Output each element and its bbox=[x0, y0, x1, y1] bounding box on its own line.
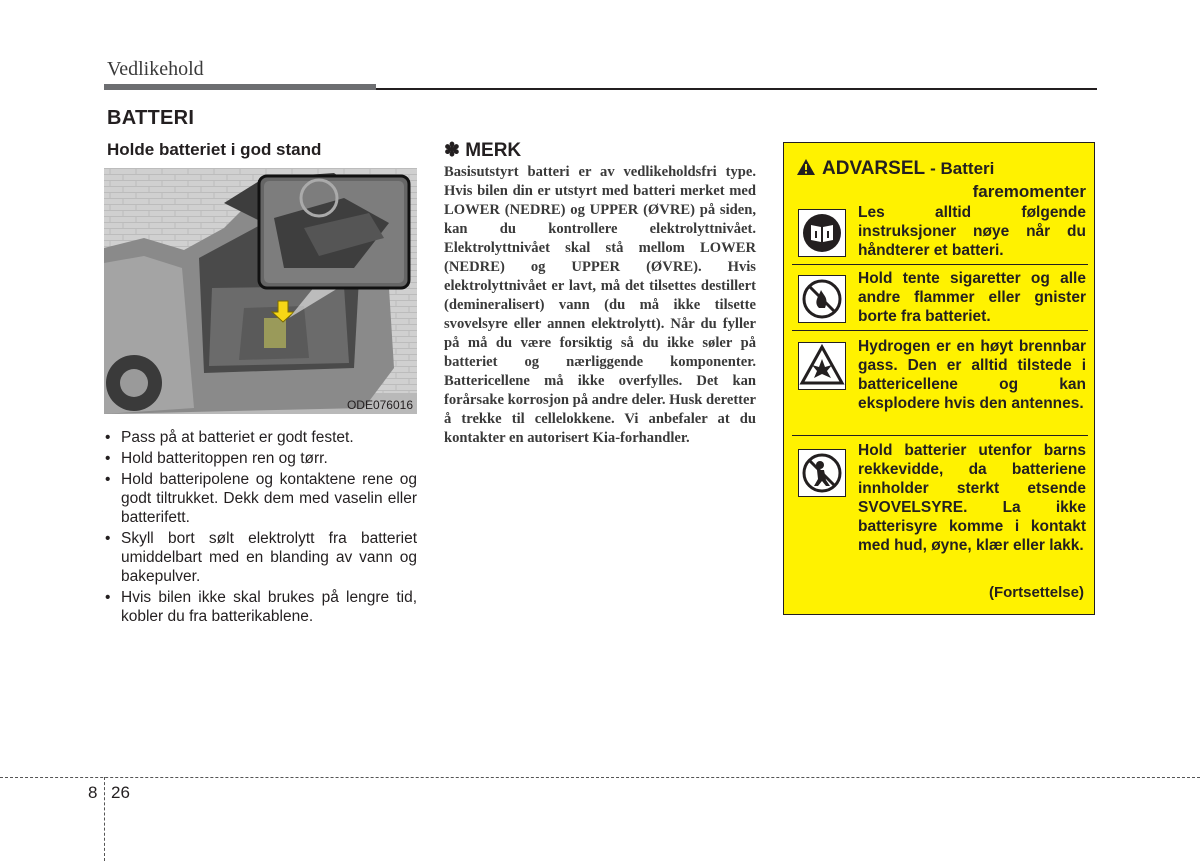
warning-item-text: Hold tente sigaretter og alle andre flammer eller gnister borte fra batteriet. bbox=[858, 270, 1086, 325]
warning-item-text: Hold batterier utenfor barns rekkevidde, da batteriene innholder sterkt etsende SVOVELSYRE. La ikke batterisyre komme i kontakt med hud, øyne, klær eller lakk. bbox=[858, 442, 1086, 554]
list-item: • Hold batteritoppen ren og tørr. bbox=[104, 449, 417, 468]
header-rule-thin bbox=[376, 88, 1097, 90]
section-subtitle: Holde batteriet i god stand bbox=[107, 140, 322, 159]
list-item: • Pass på at batteriet er godt festet. bbox=[104, 428, 417, 447]
continued-label: (Fortsettelse) bbox=[988, 584, 1084, 601]
keep-away-from-children-icon bbox=[798, 449, 846, 497]
warning-box bbox=[783, 142, 1095, 615]
battery-location-figure bbox=[104, 168, 417, 414]
warning-divider bbox=[792, 264, 1088, 265]
maintenance-bullet-list bbox=[104, 428, 417, 628]
list-item: • Skyll bort sølt elektrolytt fra batteriet umiddelbart med en blanding av vann og bakepulver. bbox=[104, 529, 417, 586]
section-title: BATTERI bbox=[107, 107, 195, 129]
warning-item-text: Les alltid følgende instruksjoner nøye når du håndterer et batteri. bbox=[858, 204, 1086, 259]
read-manual-icon bbox=[798, 209, 846, 257]
warning-subtitle-line2: faremomenter bbox=[972, 182, 1086, 201]
header-rule-thick bbox=[104, 84, 376, 90]
warning-label: ADVARSEL bbox=[822, 158, 926, 179]
warning-subtitle: - Batteri bbox=[930, 159, 995, 178]
page-number: 26 bbox=[111, 783, 130, 802]
chapter-number: 8 bbox=[88, 783, 98, 802]
footer-divider bbox=[104, 777, 105, 861]
warning-item-text: Hydrogen er en høyt brennbar gass. Den er alltid tilstede i battericellene og kan eksplodere hvis den antennes. bbox=[858, 338, 1086, 412]
explosion-hazard-icon bbox=[798, 342, 846, 390]
list-item: • Hold batteripolene og kontaktene rene og godt tiltrukket. Dekk dem med vaselin eller batterifett. bbox=[104, 470, 417, 527]
figure-code: ODE076016 bbox=[346, 398, 413, 412]
footer-rule bbox=[0, 777, 1200, 778]
note-title: ✽ MERK bbox=[444, 140, 522, 161]
no-flames-icon bbox=[798, 275, 846, 323]
car-trunk-illustration bbox=[104, 168, 417, 414]
note-body: Basisutstyrt batteri er av vedlikeholdsfri type. Hvis bilen din er utstyrt med batteri merket med LOWER (NEDRE) og UPPER (ØVRE) på siden, kan du kontrollere elektrolyttnivået. Elektrolyttnivået skal stå mellom LOWER (NEDRE) og UPPER (ØVRE). Hvis elektrolyttnivået er lavt, må det tilsettes destillert (demineralisert) vann (du må ikke tilsette svovelsyre eller annen elektrolytt). Når du fyller på må du være forsiktig så du ikke søler på batteriet og nærliggende komponenter. Battericellene må ikke overfylles. Det kan forårsake korrosjon på andre deler. Husk deretter å trekke til cellelokkene. Vi anbefaler at du kontakter en autorisert Kia-forhandler. bbox=[444, 164, 756, 446]
warning-divider bbox=[792, 435, 1088, 436]
header-title: Vedlikehold bbox=[107, 58, 204, 80]
warning-divider bbox=[792, 330, 1088, 331]
warning-triangle-icon bbox=[796, 158, 816, 181]
warning-header bbox=[796, 157, 1086, 203]
list-item: • Hvis bilen ikke skal brukes på lengre tid, kobler du fra batterikablene. bbox=[104, 588, 417, 626]
